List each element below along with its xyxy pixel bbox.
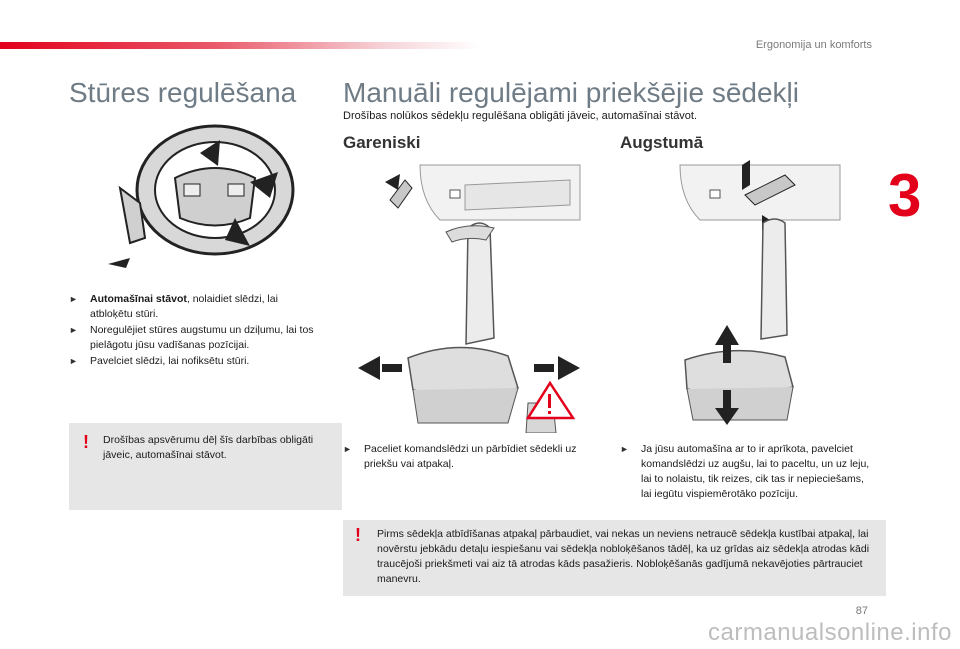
exclamation-icon: ! [355, 525, 361, 545]
right-arrow-icon: ► [343, 444, 352, 454]
step-text: Ja jūsu automašīna ar to ir aprīkota, pavelciet komandslēdzi uz augšu, lai to paceltu, un uz leju, lai to nolaistu, tik reizes, cik tas ir nepieciešams, lai iegūtu vispiemērotāko pozīciju. [641, 443, 870, 500]
longitudinal-steps [343, 442, 601, 473]
step-text: , nolaidiet slēdzi, lai atbloķētu stūri. [90, 293, 278, 320]
steering-warning-box [69, 423, 342, 510]
page-number: 87 [855, 605, 868, 617]
step-text: Paceliet komandslēdzi un pārbīdiet sēdekli uz priekšu vai atpakaļ. [364, 443, 577, 470]
step-text: Noregulējiet stūres augstumu un dziļumu, lai tos pielāgotu jūsu vadīšanas pozīcijai. [90, 324, 314, 351]
steering-title: Stūres regulēšana [69, 77, 297, 108]
list-item [343, 442, 601, 472]
exclamation-icon: ! [83, 432, 89, 452]
height-steps [620, 442, 870, 503]
steering-steps [69, 292, 321, 370]
step-text: Pavelciet slēdzi, lai nofiksētu stūri. [90, 355, 250, 367]
list-item [69, 292, 321, 322]
right-arrow-icon: ► [69, 325, 78, 335]
top-accent-bar [0, 42, 480, 49]
seat-longitudinal-illustration [358, 218, 588, 433]
steering-wheel-illustration [100, 118, 300, 270]
seats-subtitle: Drošības nolūkos sēdekļu regulēšana obligāti jāveic, automašīnai stāvot. [343, 110, 698, 122]
right-arrow-icon: ► [69, 294, 78, 304]
seats-title: Manuāli regulējami priekšējie sēdekļi [343, 77, 799, 108]
seat-height-illustration [675, 215, 805, 430]
right-arrow-icon: ► [620, 444, 629, 454]
warning-text: Pirms sēdekļa atbīdīšanas atpakaļ pārbaudiet, vai nekas un neviens netraucē sēdekļa kustībai atpakaļ, lai novērstu jebkādu detaļu iespiešanu vai sēdekļa nobloķēšanos tādēļ, ka uz grīdas aiz sēdekļa atrodas kādi traucējoši priekšmeti vai aiz tā atrodas kāds pasažieris. Nobloķēšanās gadījumā nekavējoties pārtrauciet manevru. [377, 528, 870, 585]
watermark: carmanualsonline.info [708, 619, 952, 646]
list-item [69, 323, 321, 353]
longitudinal-heading: Gareniski [343, 133, 421, 152]
seat-warning-box [343, 520, 886, 596]
right-arrow-icon: ► [69, 356, 78, 366]
list-item [69, 354, 321, 369]
warning-text: Drošības apsvērumu dēļ šīs darbības obligāti jāveic, automašīnai stāvot. [103, 434, 314, 461]
list-item [620, 442, 870, 502]
chapter-number: 3 [888, 162, 922, 229]
height-heading: Augstumā [620, 133, 704, 152]
step-emphasis: Automašīnai stāvot [90, 293, 187, 305]
section-header: Ergonomija un komforts [755, 39, 872, 51]
